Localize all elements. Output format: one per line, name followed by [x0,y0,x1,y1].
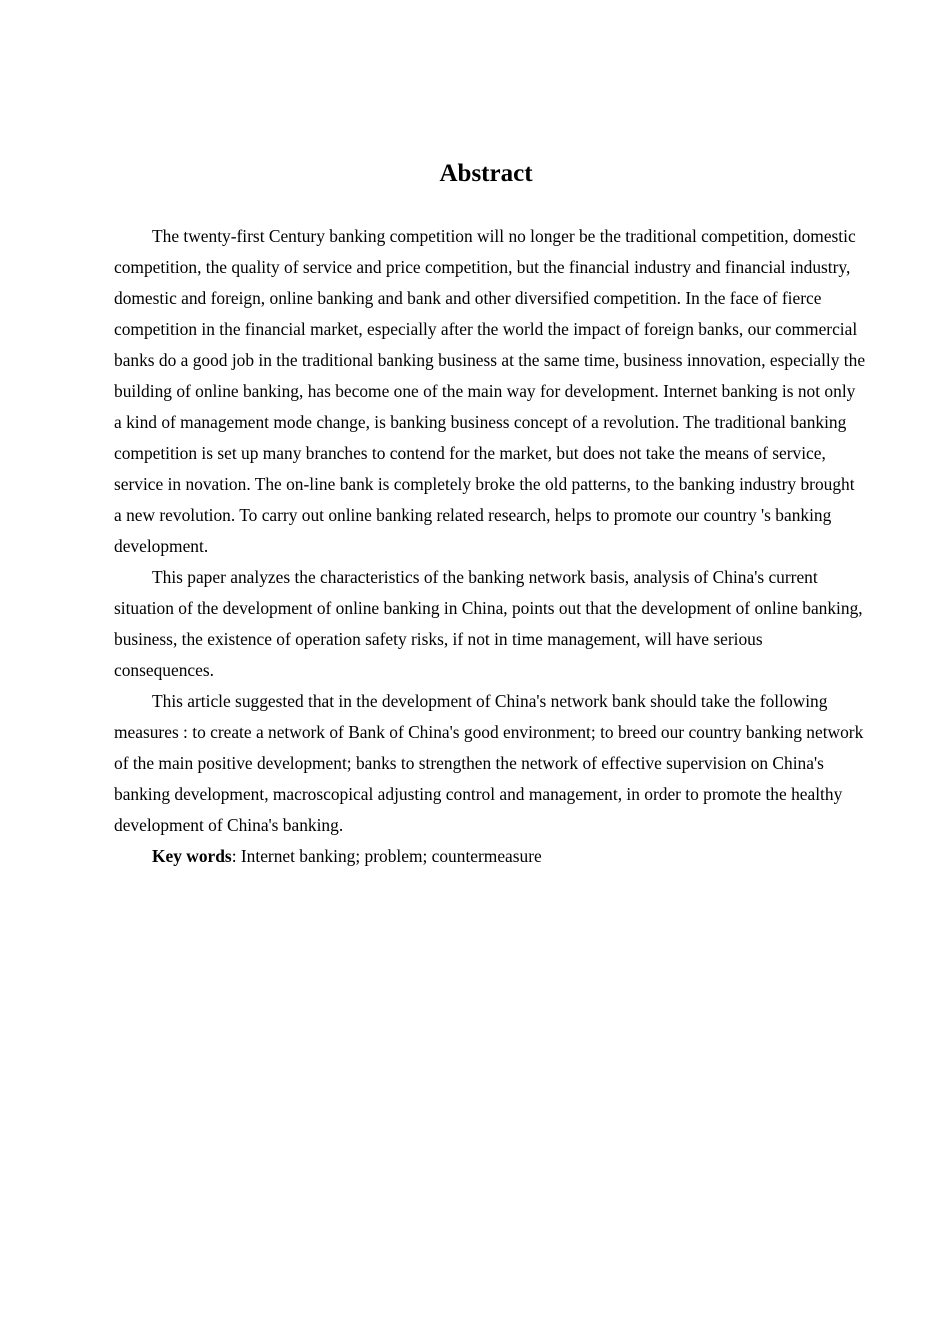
keywords-value: : Internet banking; problem; countermeasure [231,846,542,866]
page-title: Abstract [439,160,533,187]
abstract-body [114,221,866,872]
keywords-label: Key words [152,846,232,866]
abstract-paragraph-1: The twenty-first Century banking competition will no longer be the traditional competition, domestic competition, the quality of service and price competition, but the financial industry and financial industry, domestic and foreign, online banking and bank and other diversified competition. In the face of fierce competition in the financial market, especially after the world the impact of foreign banks, our commercial banks do a good job in the traditional banking business at the same time, business innovation, especially the building of online banking, has become one of the main way for development. Internet banking is not only a kind of management mode change, is banking business concept of a revolution. The traditional banking competition is set up many branches to contend for the market, but does not take the means of service, service in novation. The on-line bank is completely broke the old patterns, to the banking industry brought a new revolution. To carry out online banking related research, helps to promote our country 's banking development. [114,226,866,556]
abstract-paragraph-2: This paper analyzes the characteristics of the banking network basis, analysis of China's current situation of the development of online banking in China, points out that the development of online banking, business, the existence of operation safety risks, if not in time management, will have serious consequences. [114,567,863,680]
abstract-paragraph-3: This article suggested that in the development of China's network bank should take the following measures : to create a network of Bank of China's good environment; to breed our country banking network of the main positive development; banks to strengthen the network of effective supervision on China's banking development, macroscopical adjusting control and management, in order to promote the healthy development of China's banking. [114,691,864,835]
keywords-line [114,841,866,872]
